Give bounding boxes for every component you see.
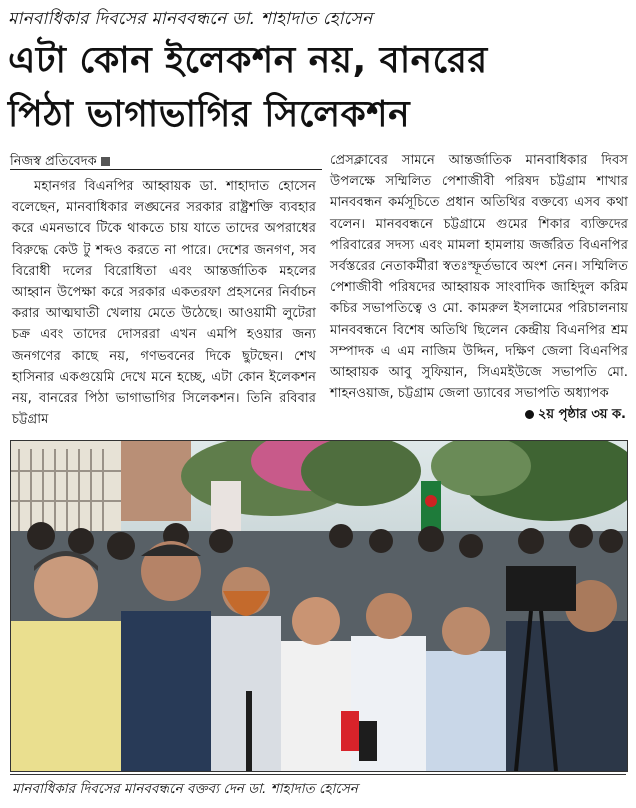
news-photo <box>10 440 628 772</box>
kicker: মানবাধিকার দিবসের মানববন্ধনে ডা. শাহাদাত হোসেন <box>8 9 373 29</box>
continuation-note <box>525 405 626 426</box>
byline-rule <box>10 169 322 170</box>
column-1-text: মহানগর বিএনপির আহ্বায়ক ডা. শাহাদাত হোসেন বলেছেন, মানবাধিকার লঙ্ঘনের সরকার রাষ্ট্রশক্তি ব্যবহার করে এমনভাবে টিকে থাকতে চায় যাতে তাদের অপরাধের বিরুদ্ধে কেউ টু শব্দও করতে না পারে। দেশের জনগণ, সব বিরোধী দলের বিরোধিতা এবং আন্তর্জাতিক মহলের আহ্বান উপেক্ষা করে সরকার একতরফা প্রহসনের নির্বাচন করার আত্মঘাতী খেলায় মেতে উঠেছে। আওয়ামী লুটেরা চক্র এবং তাদের দোসররা এখন এমপি হওয়ার জন্য জনগণের কাছে নয়, গণভবনের দিকে ছুটছেন। শেখ হাসিনার একগুয়েমি দেখে মনে হচ্ছে, এটা কোন ইলেকশন নয়, বানরের পিঠা ভাগাভাগির সিলেকশন। তিনি রবিবার চট্টগ্রাম <box>12 179 316 428</box>
bullet-dot-icon <box>525 410 534 419</box>
headline-line-1: এটা কোন ইলেকশন নয়, বানরের <box>8 40 488 81</box>
headline-line-2: পিঠা ভাগাভাগির সিলেকশন <box>8 94 411 135</box>
column-2-text: প্রেসক্লাবের সামনে আন্তর্জাতিক মানবাধিকার দিবস উপলক্ষে সম্মিলিত পেশাজীবী পরিষদ চট্টগ্রাম শাখার মানববন্ধন কর্মসূচিতে প্রধান অতিথির বক্তব্যে এসব কথা বলেন। মানববন্ধনে চট্টগ্রামে গুমের শিকার ব্যক্তিদের পরিবারের সদস্য এবং মামলা হামলায় জর্জরিত বিএনপির সর্বস্তরের নেতাকর্মীরা স্বতঃস্ফূর্তভাবে অংশ নেন। সম্মিলিত পেশাজীবী পরিষদের আহ্বায়ক সাংবাদিক জাহিদুল করিম কচির সভাপতিত্বে ও মো. কামরুল ইসলামের পরিচালনায় মানববন্ধনে বিশেষ অতিথি ছিলেন কেন্দ্রীয় বিএনপির শ্রম সম্পাদক এ এম নাজিম উদ্দিন, দক্ষিণ জেলা বিএনপির আহ্বায়ক আবু সুফিয়ান, সিএমইউজে সভাপতি মো. শাহনওয়াজ, চট্টগ্রাম জেলা ড্যাবের সভাপতি অধ্যাপক <box>330 153 628 402</box>
article-column-2 <box>330 150 628 404</box>
headline <box>8 34 628 142</box>
caption-rule <box>10 774 626 775</box>
article-column-1 <box>12 176 316 430</box>
rally-photo-illustration <box>11 441 627 771</box>
photo-caption: মানবাধিকার দিবসের মানববন্ধনে বক্তব্য দেন ডা. শাহাদাত হোসেন <box>12 781 358 797</box>
square-bullet-icon <box>101 157 110 166</box>
continuation-text: ২য় পৃষ্ঠার ৩য় ক. <box>537 407 626 422</box>
byline-text: নিজস্ব প্রতিবেদক <box>10 154 97 169</box>
